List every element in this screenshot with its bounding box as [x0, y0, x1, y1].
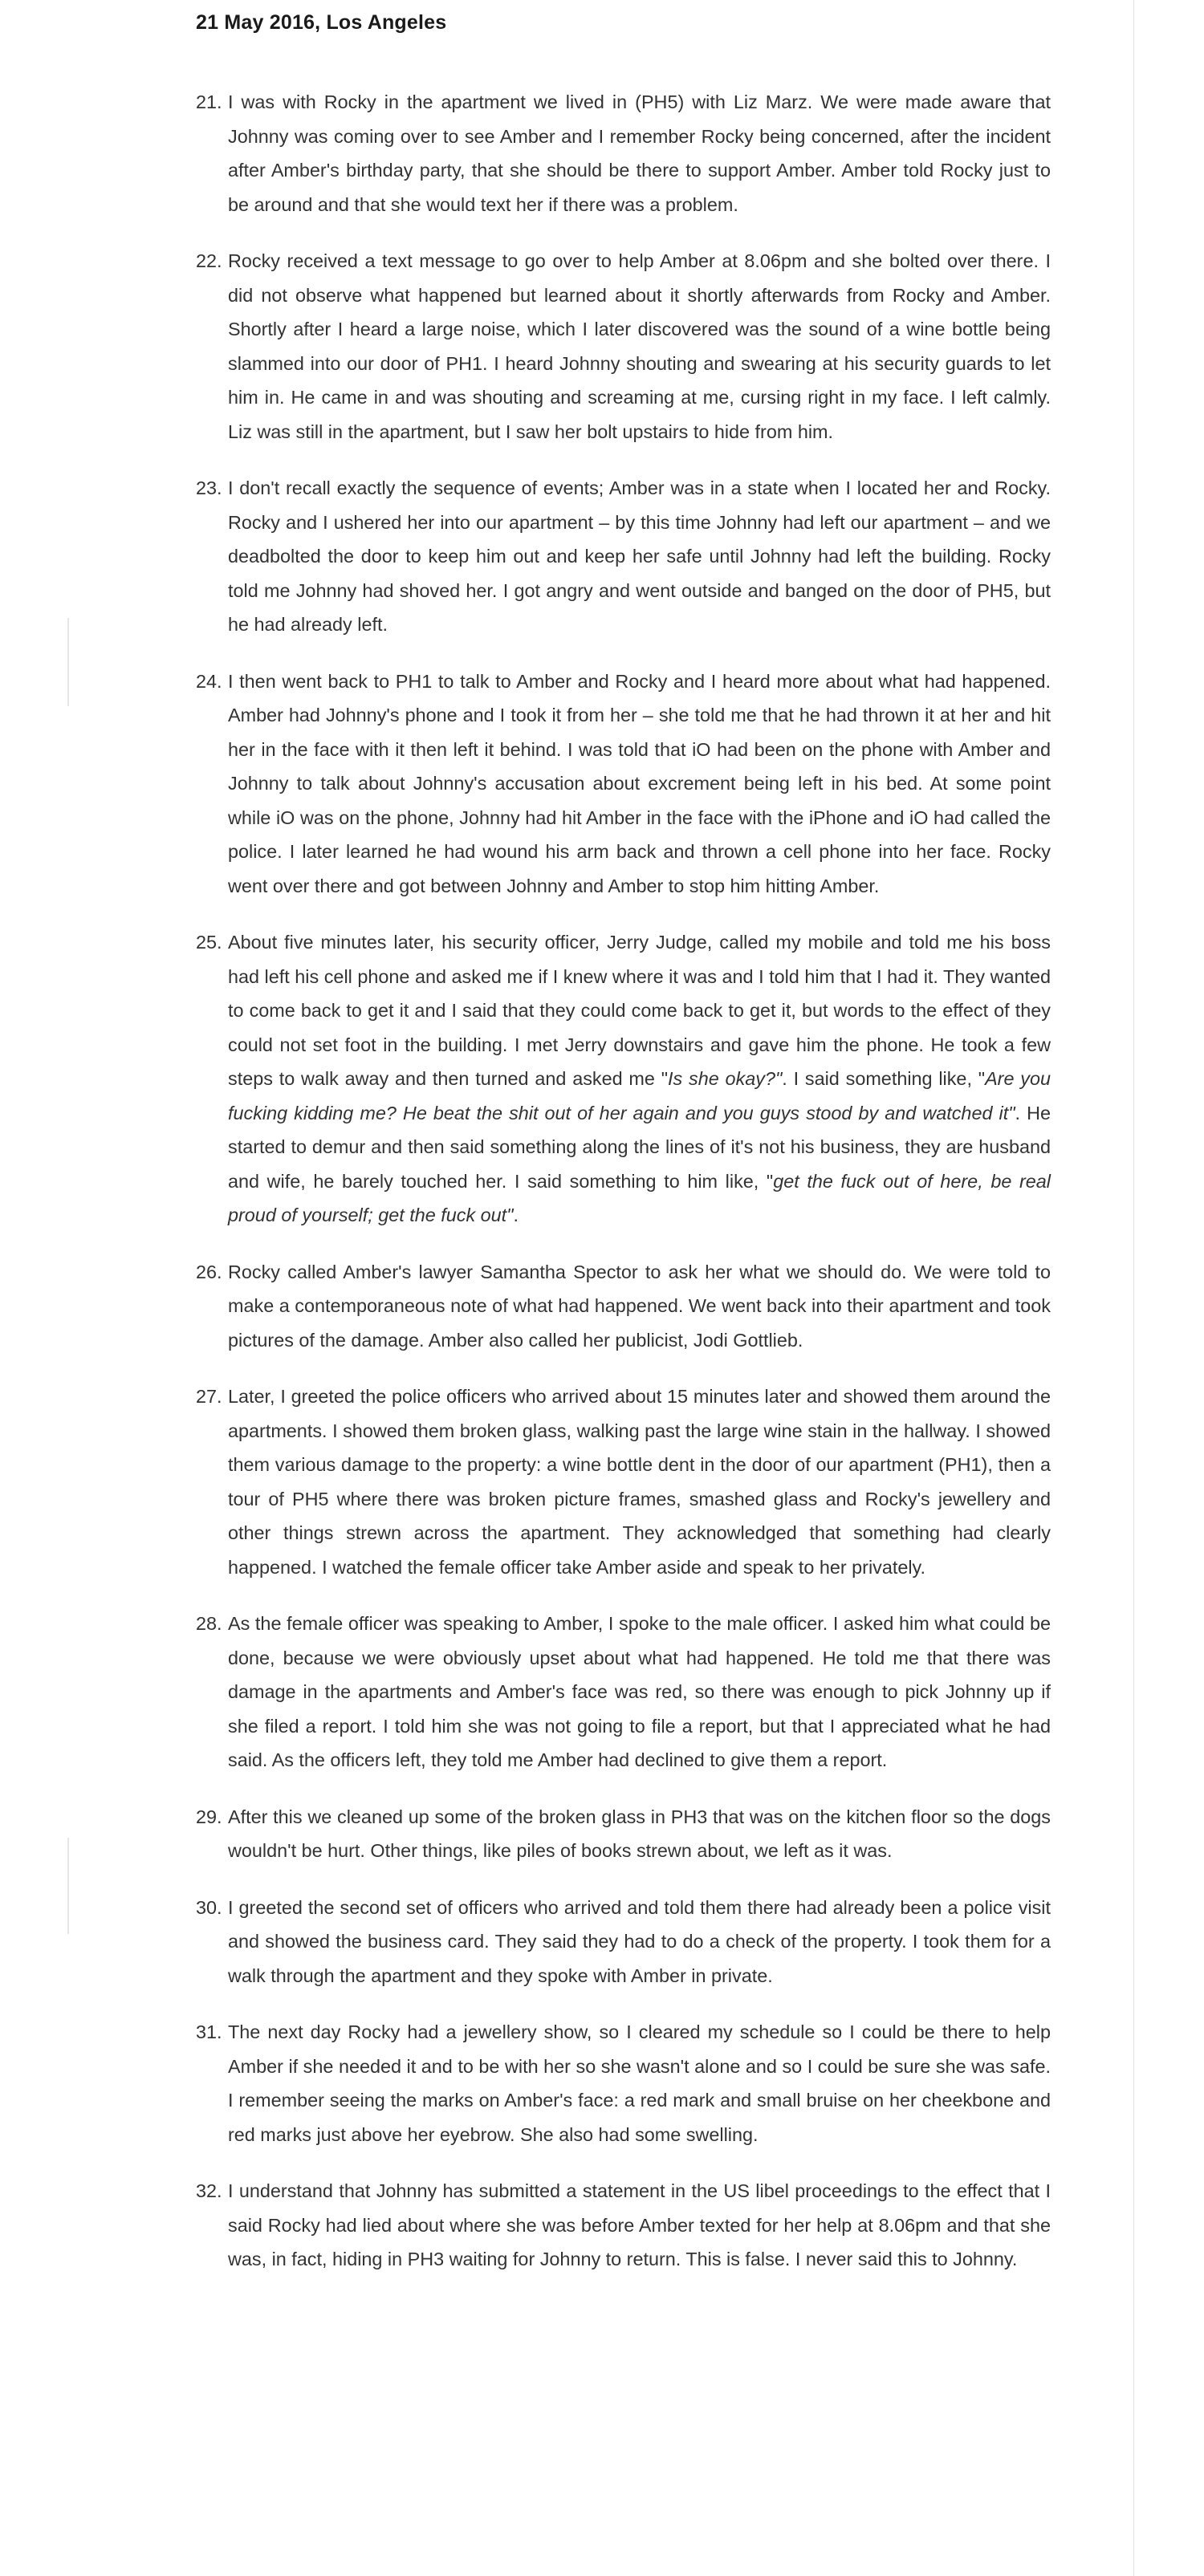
paragraph-number: 25. — [196, 932, 222, 953]
paragraph-27 — [196, 1379, 1051, 1584]
paragraph-text: . — [513, 1205, 519, 1225]
paragraph-text: Rocky called Amber's lawyer Samantha Spector to ask her what we should do. We were told to make a contemporaneous note of what had happened. We went back into their apartment and took pictures of the damage. Amber also called her publicist, Jodi Gottlieb. — [228, 1261, 1051, 1351]
paragraph-text: As the female officer was speaking to Amber, I spoke to the male officer. I asked him what could be done, because we were obviously upset about what had happened. He told me that there was damage in the apartments and Amber's face was red, so there was enough to pick Johnny up if she filed a report. I told him she was not going to file a report, but that I appreciated what he had said. As the officers left, they told me Amber had declined to give them a report. — [228, 1613, 1051, 1770]
paragraph-number: 30. — [196, 1896, 222, 1918]
scan-margin-mark — [67, 1838, 69, 1934]
quoted-reply: Are you fucking kidding me? He beat the shit out of her again and you guys stood by and watched it" — [228, 1068, 1051, 1123]
paragraph-number: 22. — [196, 250, 222, 271]
paragraph-25 — [196, 925, 1051, 1233]
paragraph-32 — [196, 2174, 1051, 2277]
paragraph-number: 23. — [196, 477, 222, 498]
paragraph-text: Later, I greeted the police officers who arrived about 15 minutes later and showed them around the apartments. I showed them broken glass, walking past the large wine stain in the hallway. I showed them various damage to the property: a wine bottle dent in the door of our apartment (PH1), then a tour of PH5 where there was broken picture frames, smashed glass and Rocky's jewellery and other things strewn across the apartment. They acknowledged that something had clearly happened. I watched the female officer take Amber aside and speak to her privately. — [228, 1386, 1051, 1578]
paragraph-28 — [196, 1607, 1051, 1778]
paragraph-text: I greeted the second set of officers who arrived and told them there had already been a police visit and showed the business card. They said they had to do a check of the property. I took them for a walk through the apartment and they spoke with Amber in private. — [228, 1896, 1051, 1986]
witness-statement — [196, 85, 1051, 2277]
paragraph-text: . I said something like, " — [782, 1068, 986, 1089]
paragraph-22 — [196, 244, 1051, 449]
date-location-heading: 21 May 2016, Los Angeles — [196, 11, 447, 34]
paragraph-text: The next day Rocky had a jewellery show, so I cleared my schedule so I could be there to help Amber if she needed it and to be with her so she wasn't alone and so I could be sure she was safe. I remember seeing the marks on Amber's face: a red mark and small bruise on her cheekbone and red marks just above her eyebrow. She also had some swelling. — [228, 2021, 1051, 2145]
paragraph-text: Rocky received a text message to go over to help Amber at 8.06pm and she bolted over there. I did not observe what happened but learned about it shortly afterwards from Rocky and Amber. Shortly after I heard a large noise, which I later discovered was the sound of a wine bottle being slammed into our door of PH1. I heard Johnny shouting and swearing at his security guards to let him in. He came in and was shouting and screaming at me, cursing right in my face. I left calmly. Liz was still in the apartment, but I saw her bolt upstairs to hide from him. — [228, 250, 1051, 442]
quoted-question: Is she okay?" — [668, 1068, 783, 1089]
page-edge-line — [1133, 0, 1134, 2576]
paragraph-text: I was with Rocky in the apartment we lived in (PH5) with Liz Marz. We were made aware that Johnny was coming over to see Amber and I remember Rocky being concerned, after the incident after Amber's birthday party, that she should be there to support Amber. Amber told Rocky just to be around and that she would text her if there was a problem. — [228, 91, 1051, 215]
paragraph-26 — [196, 1255, 1051, 1358]
paragraph-text: I then went back to PH1 to talk to Amber and Rocky and I heard more about what had happened. Amber had Johnny's phone and I took it from her – she told me that he had thrown it at her and hit her in the face with it then left it behind. I was told that iO had been on the phone with Amber and Johnny to talk about Johnny's accusation about excrement being left in his bed. At some point while iO was on the phone, Johnny had hit Amber in the face with the iPhone and iO had called the police. I later learned he had wound his arm back and thrown a cell phone into her face. Rocky went over there and got between Johnny and Amber to stop him hitting Amber. — [228, 670, 1051, 896]
paragraph-number: 21. — [196, 91, 222, 112]
paragraph-number: 29. — [196, 1806, 222, 1827]
paragraph-text: After this we cleaned up some of the broken glass in PH3 that was on the kitchen floor so the dogs wouldn't be hurt. Other things, like piles of books strewn about, we left as it was. — [228, 1806, 1051, 1861]
paragraph-number: 32. — [196, 2180, 222, 2201]
quoted-remark: get the fuck out of here, be real proud of yourself; get the fuck out" — [228, 1170, 1051, 1225]
paragraph-text: About five minutes later, his security officer, Jerry Judge, called my mobile and told me his boss had left his cell phone and asked me if I knew where it was and I told him that I had it. They wanted to come back to get it and I said that they could come back to get it, but words to the effect of they could not set foot in the building. I met Jerry downstairs and gave him the phone. He took a few steps to walk away and then turned and asked me " — [228, 932, 1051, 1089]
paragraph-30 — [196, 1891, 1051, 1993]
paragraph-31 — [196, 2015, 1051, 2151]
paragraph-29 — [196, 1800, 1051, 1868]
paragraph-21 — [196, 85, 1051, 221]
paragraph-23 — [196, 471, 1051, 642]
paragraph-text: I don't recall exactly the sequence of events; Amber was in a state when I located her and Rocky. Rocky and I ushered her into our apartment – by this time Johnny had left our apartment – and we deadbolted the door to keep him out and keep her safe until Johnny had left the building. Rocky told me Johnny had shoved her. I got angry and went outside and banged on the door of PH5, but he had already left. — [228, 477, 1051, 635]
paragraph-24 — [196, 664, 1051, 904]
paragraph-number: 27. — [196, 1386, 222, 1407]
scan-margin-mark — [67, 618, 69, 706]
paragraph-number: 31. — [196, 2021, 222, 2042]
paragraph-number: 28. — [196, 1613, 222, 1634]
paragraph-number: 24. — [196, 670, 222, 692]
paragraph-number: 26. — [196, 1261, 222, 1282]
paragraph-text: I understand that Johnny has submitted a statement in the US libel proceedings to the effect that I said Rocky had lied about where she was before Amber texted for her help at 8.06pm and that she was, in fact, hiding in PH3 waiting for Johnny to return. This is false. I never said this to Johnny. — [228, 2180, 1051, 2269]
paragraph-text: . He started to demur and then said something along the lines of it's not his business, they are husband and wife, he barely touched her. I said something to him like, " — [228, 1102, 1051, 1192]
